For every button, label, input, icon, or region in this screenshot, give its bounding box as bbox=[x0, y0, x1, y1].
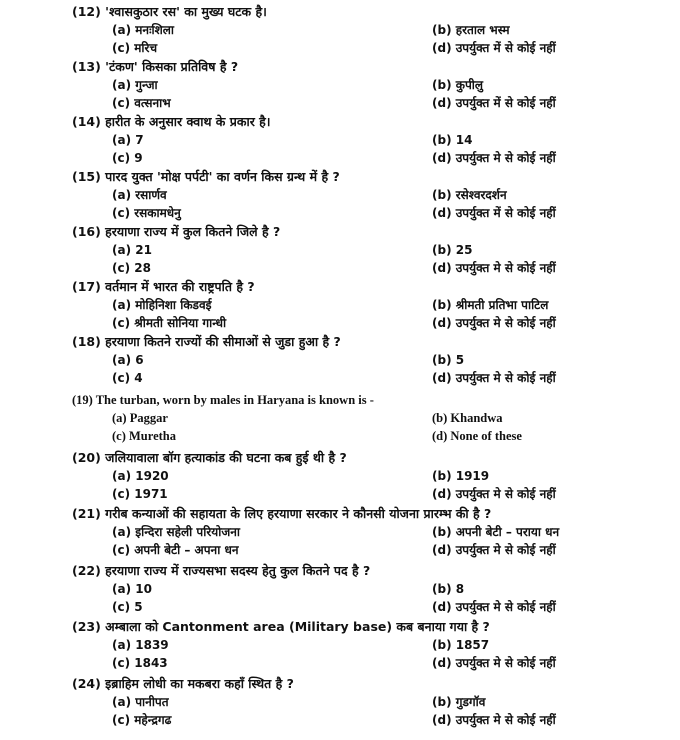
option-a: (a) 1920 bbox=[112, 469, 169, 483]
option-b: (b) 5 bbox=[432, 353, 465, 367]
question-text: (15) पारद युक्त 'मोक्ष पर्पटी' का वर्णन किस ग्रन्थ में है ? bbox=[72, 169, 340, 184]
option-d: (d) उपर्युक्त मे से कोई नहीं bbox=[432, 151, 556, 165]
question-text: (21) गरीब कन्याओं की सहायता के लिए हरयाणा सरकार ने कौनसी योजना प्रारम्भ की है ? bbox=[72, 506, 492, 521]
option-b: (b) रसेश्वरदर्शन bbox=[432, 188, 507, 202]
option-b: (b) 25 bbox=[432, 243, 473, 257]
option-d: (d) उपर्युक्त में से कोई नहीं bbox=[432, 41, 556, 55]
option-c: (c) श्रीमती सोनिया गान्धी bbox=[112, 316, 227, 330]
option-b: (b) गुडगॉव bbox=[432, 695, 486, 709]
option-c: (c) 9 bbox=[112, 151, 143, 165]
option-a: (a) 1839 bbox=[112, 638, 169, 652]
option-d: (d) उपर्युक्त में से कोई नहीं bbox=[432, 206, 556, 220]
question-text: (13) 'टंकण' किसका प्रतिविष है ? bbox=[72, 59, 239, 74]
option-c: (c) अपनी बेटी – अपना धन bbox=[112, 543, 239, 557]
option-c: (c) 1843 bbox=[112, 656, 168, 670]
option-a: (a) 6 bbox=[112, 353, 144, 367]
question-text: (12) 'श्वासकुठार रस' का मुख्य घटक है। bbox=[72, 4, 267, 19]
option-a: (a) गुन्जा bbox=[112, 78, 158, 92]
option-c: (c) रसकामधेनु bbox=[112, 206, 181, 220]
option-b: (b) 14 bbox=[432, 133, 473, 147]
option-a: (a) Paggar bbox=[112, 411, 168, 425]
option-a: (a) 10 bbox=[112, 582, 152, 596]
option-d: (d) उपर्युक्त मे से कोई नहीं bbox=[432, 261, 556, 275]
option-a: (a) 21 bbox=[112, 243, 152, 257]
option-c: (c) 1971 bbox=[112, 487, 168, 501]
option-c: (c) 28 bbox=[112, 261, 151, 275]
option-d: (d) उपर्युक्त मे से कोई नहीं bbox=[432, 656, 556, 670]
option-d: (d) None of these bbox=[432, 429, 522, 443]
option-d: (d) उपर्युक्त मे से कोई नहीं bbox=[432, 487, 556, 501]
option-a: (a) मोहिनिशा किडवई bbox=[112, 298, 212, 312]
question-text: (17) वर्तमान में भारत की राष्ट्रपति है ? bbox=[72, 279, 255, 294]
option-c: (c) वत्सनाभ bbox=[112, 96, 171, 110]
option-b: (b) 8 bbox=[432, 582, 465, 596]
option-a: (a) पानीपत bbox=[112, 695, 169, 709]
option-c: (c) 5 bbox=[112, 600, 143, 614]
option-c: (c) Muretha bbox=[112, 429, 176, 443]
option-a: (a) रसार्णव bbox=[112, 188, 167, 202]
option-d: (d) उपर्युक्त मे से कोई नहीं bbox=[432, 543, 556, 557]
option-a: (a) मनःशिला bbox=[112, 23, 175, 37]
question-text: (20) जलियावाला बॉग हत्याकांड की घटना कब हुई थी है ? bbox=[72, 450, 347, 465]
question-text: (22) हरयाणा राज्य में राज्यसभा सदस्य हेतु कुल कितने पद है ? bbox=[72, 563, 371, 578]
question-text: (14) हारीत के अनुसार क्वाथ के प्रकार है। bbox=[72, 114, 271, 129]
option-b: (b) हरताल भस्म bbox=[432, 23, 510, 37]
option-d: (d) उपर्युक्त मे से कोई नहीं bbox=[432, 600, 556, 614]
option-a: (a) 7 bbox=[112, 133, 144, 147]
option-d: (d) उपर्युक्त में से कोई नहीं bbox=[432, 96, 556, 110]
option-b: (b) 1857 bbox=[432, 638, 490, 652]
question-text: (23) अम्बाला को Cantonment area (Military base) कब बनाया गया है ? bbox=[72, 619, 490, 634]
option-c: (c) मरिच bbox=[112, 41, 158, 55]
option-d: (d) उपर्युक्त मे से कोई नहीं bbox=[432, 371, 556, 385]
option-c: (c) 4 bbox=[112, 371, 143, 385]
option-b: (b) Khandwa bbox=[432, 411, 503, 425]
question-text: (18) हरयाणा कितने राज्यों की सीमाओं से जुडा हुआ है ? bbox=[72, 334, 341, 349]
option-b: (b) 1919 bbox=[432, 469, 490, 483]
option-b: (b) कुपीलु bbox=[432, 78, 484, 92]
question-text: (19) The turban, worn by males in Haryana is known is - bbox=[72, 393, 374, 407]
question-text: (24) इब्राहिम लोधी का मकबरा कहाँ स्थित है ? bbox=[72, 676, 294, 691]
option-d: (d) उपर्युक्त मे से कोई नहीं bbox=[432, 316, 556, 330]
option-d: (d) उपर्युक्त मे से कोई नहीं bbox=[432, 713, 556, 727]
option-a: (a) इन्दिरा सहेली परियोजना bbox=[112, 525, 240, 539]
option-b: (b) अपनी बेटी – पराया धन bbox=[432, 525, 560, 539]
question-text: (16) हरयाणा राज्य में कुल कितने जिले है ? bbox=[72, 224, 281, 239]
option-c: (c) महेन्द्रगढ bbox=[112, 713, 172, 727]
option-b: (b) श्रीमती प्रतिभा पाटिल bbox=[432, 298, 549, 312]
